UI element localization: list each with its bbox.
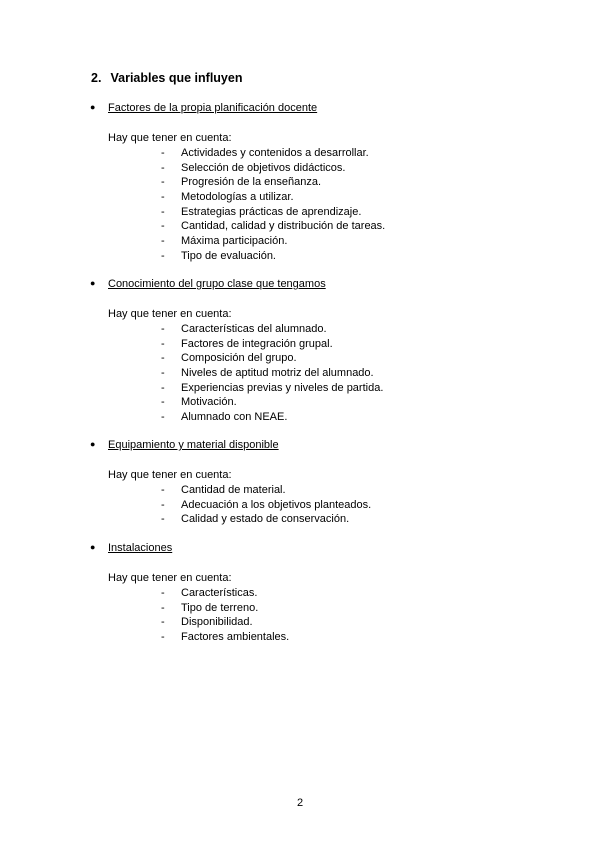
item-list [161,146,385,264]
list-item: - Progresión de la enseñanza. [161,176,322,189]
list-item: - Actividades y contenidos a desarrollar. [161,147,369,159]
bullet-icon: ● [90,542,96,552]
list-item: - Experiencias previas y niveles de partida. [161,381,384,394]
bullet-icon: ● [90,102,96,112]
list-item: - Adecuación a los objetivos planteados. [161,498,372,511]
section-title-label: Equipamiento y material disponible [108,439,279,451]
list-item: - Tipo de evaluación. [161,249,276,262]
section-title [90,278,326,290]
section-title-label: Conocimiento del grupo clase que tengamos [108,278,326,290]
list-item: - Características. [161,587,258,599]
list-item: - Estrategias prácticas de aprendizaje. [161,205,362,218]
intro-text: Hay que tener en cuenta: [108,308,232,320]
list-item: - Factores ambientales. [161,631,290,644]
section-title-label: Factores de la propia planificación docente [108,102,318,114]
list-item: - Cantidad de material. [161,484,286,496]
bullet-icon: ● [90,439,96,449]
list-item: - Metodologías a utilizar. [161,191,294,204]
item-list [161,586,289,645]
intro-text: Hay que tener en cuenta: [108,132,232,144]
section-title [90,439,279,451]
heading-title: Variables que influyen [110,71,243,85]
list-item: - Disponibilidad. [161,616,253,629]
item-list [161,483,371,527]
page-number: 2 [296,797,304,809]
list-item: - Niveles de aptitud motriz del alumnado. [161,367,374,380]
list-item: - Máxima participación. [161,235,288,248]
bullet-icon: ● [90,278,96,288]
section-title [90,542,172,554]
list-item: - Factores de integración grupal. [161,337,333,350]
section-heading [91,71,242,85]
section-title [90,102,317,114]
intro-text: Hay que tener en cuenta: [108,572,232,584]
heading-number: 2. [91,71,102,85]
list-item: - Alumnado con NEAE. [161,411,288,424]
list-item: - Cantidad, calidad y distribución de tareas. [161,220,386,233]
list-item: - Características del alumnado. [161,323,327,335]
list-item: - Calidad y estado de conservación. [161,513,350,526]
item-list [161,322,383,425]
intro-text: Hay que tener en cuenta: [108,469,232,481]
list-item: - Selección de objetivos didácticos. [161,161,346,174]
list-item: - Composición del grupo. [161,352,297,365]
list-item: - Tipo de terreno. [161,601,259,614]
section-title-label: Instalaciones [108,542,173,554]
list-item: - Motivación. [161,396,237,409]
